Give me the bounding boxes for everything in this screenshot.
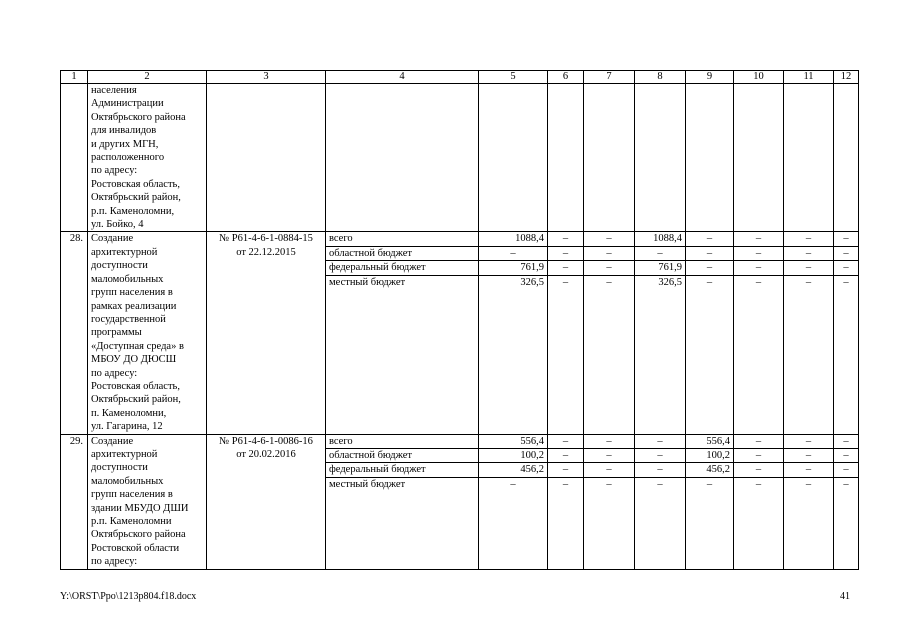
value-cell: – [784,261,833,275]
col-header-10: 10 [734,71,784,84]
funding-source-label: областной бюджет [326,449,478,463]
value-col-8 [635,84,686,232]
value-cell: – [784,247,833,261]
value-cell: – [686,261,733,275]
row-number [61,84,88,232]
value-cell: – [548,232,583,246]
value-cell: 761,9 [479,261,547,275]
value-cell: – [734,435,783,449]
funding-sources [326,232,479,434]
page-number: 41 [840,591,850,602]
column-number-row [61,71,859,84]
value-cell: – [686,232,733,246]
value-cell: – [734,261,783,275]
funding-source-label: местный бюджет [329,478,406,490]
value-cell: – [843,276,849,288]
value-col-11 [784,84,834,232]
value-cell: – [548,463,583,477]
file-path: Y:\ORST\Ppo\1213p804.f18.docx [60,591,197,602]
funding-source-label: всего [326,435,478,449]
value-cell: – [584,435,634,449]
value-cell: – [834,463,858,477]
value-cell: 456,2 [686,463,733,477]
value-cell: – [584,449,634,463]
value-cell: – [834,247,858,261]
value-col-11 [784,232,834,434]
value-cell: – [734,463,783,477]
value-cell: – [606,276,612,288]
value-cell: – [834,232,858,246]
col-header-1: 1 [61,71,88,84]
value-cell: 456,2 [479,463,547,477]
col-header-12: 12 [834,71,859,84]
col-header-3: 3 [207,71,326,84]
funding-source-label: всего [326,232,478,246]
value-col-8 [635,232,686,434]
object-name: населения Администрации Октябрьского района для инвалидов и других МГН, расположенного по адресу: Ростовская область, Октябрьский район, р.п. Каменоломни, ул. Бойко, 4 [88,84,207,232]
value-col-5 [479,84,548,232]
funding-source-label: федеральный бюджет [326,261,478,275]
value-col-7 [584,84,635,232]
object-name: Создание архитектурной доступности маломобильных групп населения в здании МБУДО ДШИ р.п. Каменоломни Октябрьского района Ростовской области по адресу: [88,434,207,569]
value-cell: – [606,478,612,490]
value-cell: – [834,449,858,463]
value-cell: – [479,247,547,261]
value-cell: – [706,276,713,288]
value-cell: 100,2 [479,449,547,463]
funding-source-label: местный бюджет [329,276,406,288]
document-ref [207,84,326,232]
value-cell: – [734,232,783,246]
value-col-12 [834,434,859,569]
value-cell: – [635,435,685,449]
value-cell: – [834,435,858,449]
value-cell: 1088,4 [479,232,547,246]
value-cell: – [635,449,685,463]
value-cell: – [706,478,713,490]
table-row [61,434,859,569]
value-cell: – [635,463,685,477]
value-col-6 [548,84,584,232]
row-number: 28. [61,232,88,434]
value-col-8 [635,434,686,569]
value-cell: – [843,478,849,490]
value-col-7 [584,434,635,569]
value-cell: – [686,247,733,261]
value-col-6 [548,434,584,569]
value-cell: – [584,232,634,246]
value-cell: – [548,247,583,261]
value-col-6 [548,232,584,434]
value-cell: 326,5 [658,276,682,288]
value-cell: – [548,261,583,275]
value-cell: – [784,435,833,449]
value-cell: – [584,261,634,275]
value-col-5 [479,232,548,434]
value-cell: – [755,276,762,288]
col-header-9: 9 [686,71,734,84]
value-col-12 [834,232,859,434]
col-header-2: 2 [88,71,207,84]
col-header-11: 11 [784,71,834,84]
value-cell: – [584,247,634,261]
value-cell: – [784,463,833,477]
funding-sources [326,434,479,569]
value-col-9 [686,84,734,232]
value-cell: 556,4 [686,435,733,449]
value-col-9 [686,434,734,569]
value-cell: – [784,232,833,246]
value-cell: 326,5 [520,276,544,288]
value-cell: – [548,435,583,449]
value-cell: 1088,4 [635,232,685,246]
value-cell: 556,4 [479,435,547,449]
value-cell: – [562,276,569,288]
col-header-7: 7 [584,71,635,84]
table-body [61,84,859,570]
row-number: 29. [61,434,88,569]
value-cell: – [734,449,783,463]
value-col-7 [584,232,635,434]
value-col-5 [479,434,548,569]
value-cell: 100,2 [686,449,733,463]
value-cell: – [805,276,812,288]
col-header-8: 8 [635,71,686,84]
funding-sources [326,84,479,232]
value-col-9 [686,232,734,434]
document-ref: № Р61-4-6-1-0086-16 от 20.02.2016 [207,434,326,569]
value-cell: – [635,247,685,261]
document-ref: № Р61-4-6-1-0884-15 от 22.12.2015 [207,232,326,434]
value-col-12 [834,84,859,232]
funding-source-label: федеральный бюджет [326,463,478,477]
value-cell: – [834,261,858,275]
value-col-10 [734,232,784,434]
value-cell: – [734,247,783,261]
object-name: Создание архитектурной доступности маломобильных групп населения в рамках реализации государственной программы «Доступная среда» в МБОУ ДО ДЮСШ по адресу: Ростовская область, Октябрьский район, п. Каменоломни, ул. Гагарина, 12 [88,232,207,434]
budget-table [60,70,859,570]
value-col-10 [734,434,784,569]
value-cell: – [657,478,663,490]
value-col-10 [734,84,784,232]
value-cell: – [562,478,569,490]
value-col-11 [784,434,834,569]
col-header-6: 6 [548,71,584,84]
funding-source-label: областной бюджет [326,247,478,261]
value-cell: – [510,478,516,490]
col-header-5: 5 [479,71,548,84]
value-cell: – [784,449,833,463]
value-cell: 761,9 [635,261,685,275]
value-cell: – [548,449,583,463]
value-cell: – [755,478,762,490]
value-cell: – [584,463,634,477]
value-cell: – [805,478,812,490]
col-header-4: 4 [326,71,479,84]
table-row [61,84,859,232]
table-row [61,232,859,434]
